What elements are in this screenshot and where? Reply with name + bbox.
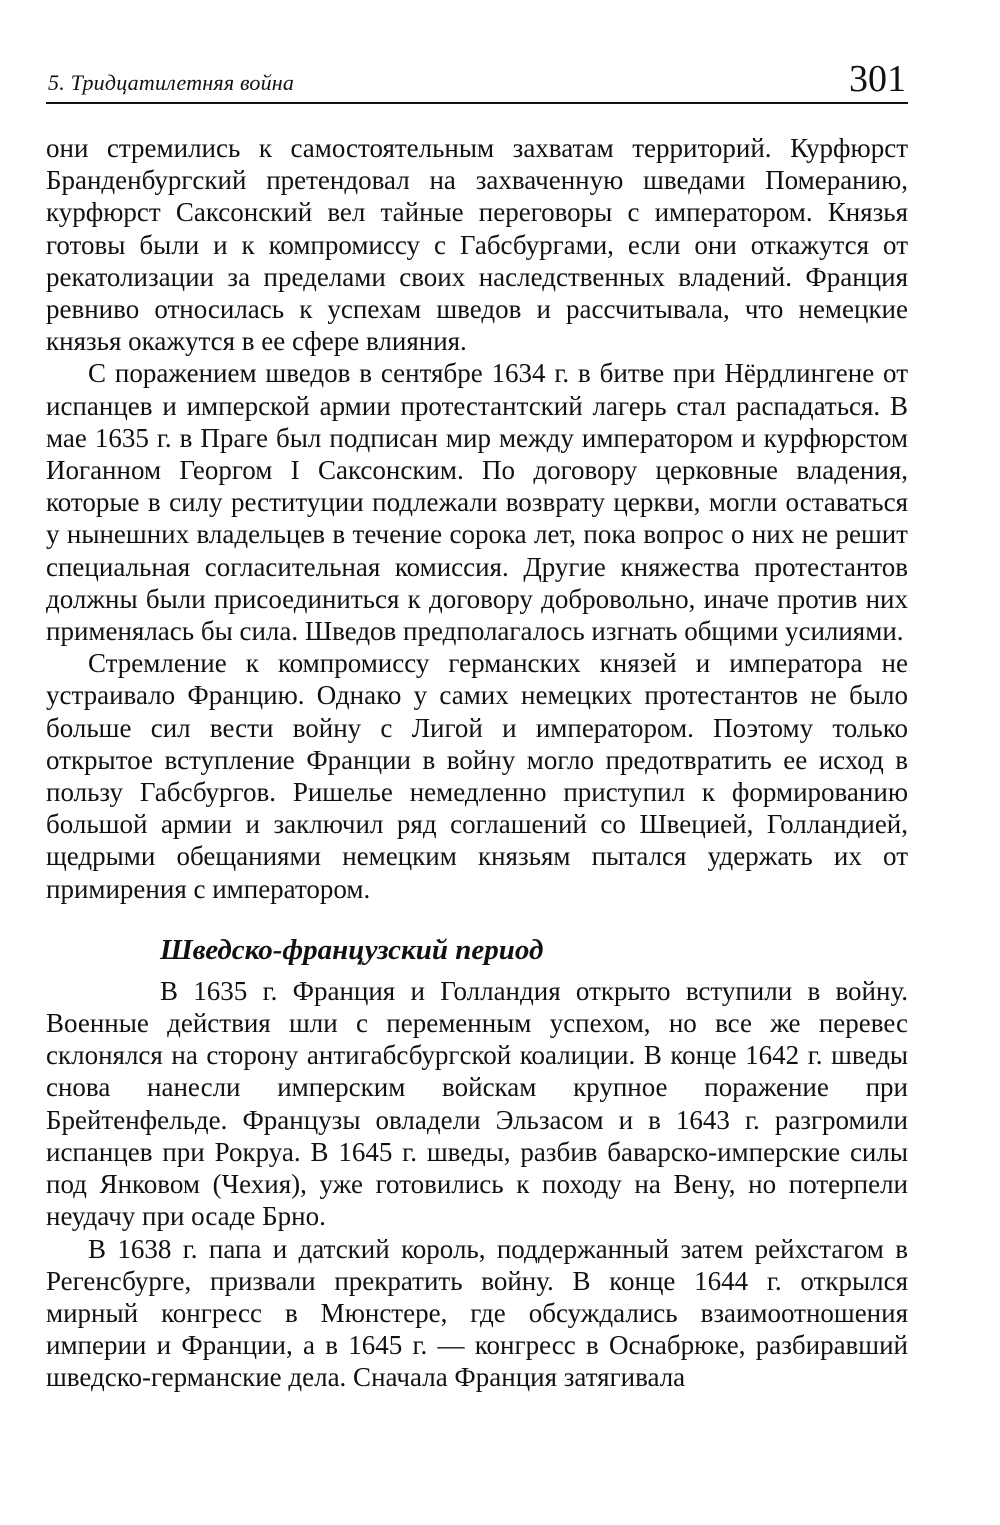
paragraph: С поражением шведов в сентябре 1634 г. в битве при Нёрдлингене от испанцев и имперской армии протестантский лагерь стал распадаться. В мае 1635 г. в Праге был подписан мир между императором и курфюрстом Иоганном Георгом I Саксонским. По договору церковные владения, которые в силу реституции подлежали возврату церкви, могли оставаться у нынешних владельцев в течение сорока лет, пока вопрос о них не решит специальная согласительная комиссия. Другие княжества протестантов должны были присоединиться к договору добровольно, иначе против них применялась бы сила. Шведов предполагалось изгнать общими усилиями.	[46, 358, 908, 647]
body-text	[46, 132, 908, 1394]
paragraph: Стремление к компромиссу германских князей и императора не устраивало Францию. Однако у самих немецких протестантов не было больше сил вести войну с Лигой и императором. Поэтому только открытое вступление Франции в войну могло предотвратить ее исход в пользу Габсбургов. Ришелье немедленно приступил к формированию большой армии и заключил ряд соглашений со Швецией, Голландией, щедрыми обещаниями немецким князьям пытался удержать их от примирения с императором.	[46, 648, 908, 904]
paragraph: В 1635 г. Франция и Голландия открыто вступили в войну. Военные действия шли с переменным успехом, но все же перевес склонялся на сторону антигабсбургской коалиции. В конце 1642 г. шведы снова нанесли имперским войскам крупное поражение при Брейтенфельде. Французы овладели Эльзасом и в 1643 г. разгромили испанцев при Рокруа. В 1645 г. шведы, разбив баварско-имперские силы под Янковом (Чехия), уже готовились к походу на Вену, но потерпели неудачу при осаде Брно.	[46, 975, 908, 1232]
book-page	[46, 52, 908, 1394]
paragraph-continued: они стремились к самостоятельным захватам территорий. Курфюрст Бранденбургский претендовал на захваченную шведами Померанию, курфюрст Саксонский вел тайные переговоры с императором. Князья готовы были и к компромиссу с Габсбургами, если они откажутся от рекатолизации за пределами своих наследственных владений. Франция ревниво относилась к успехам шведов и рассчитывала, что немецкие князья окажутся в ее сфере влияния.	[46, 133, 908, 357]
running-header	[46, 52, 908, 104]
paragraph: В 1638 г. папа и датский король, поддержанный затем рейхстагом в Регенсбурге, призвали прекратить войну. В конце 1644 г. открылся мирный конгресс в Мюнстере, где обсуждались взаимоотношения империи и Франции, а в 1645 г. — конгресс в Оснабрюке, разбиравший шведско-германские дела. Сначала Франция затягивала	[46, 1233, 908, 1393]
chapter-running-title: 5. Тридцатилетняя война	[48, 70, 295, 95]
section-heading: Шведско-французский период	[160, 933, 544, 966]
page-number: 301	[849, 58, 906, 100]
